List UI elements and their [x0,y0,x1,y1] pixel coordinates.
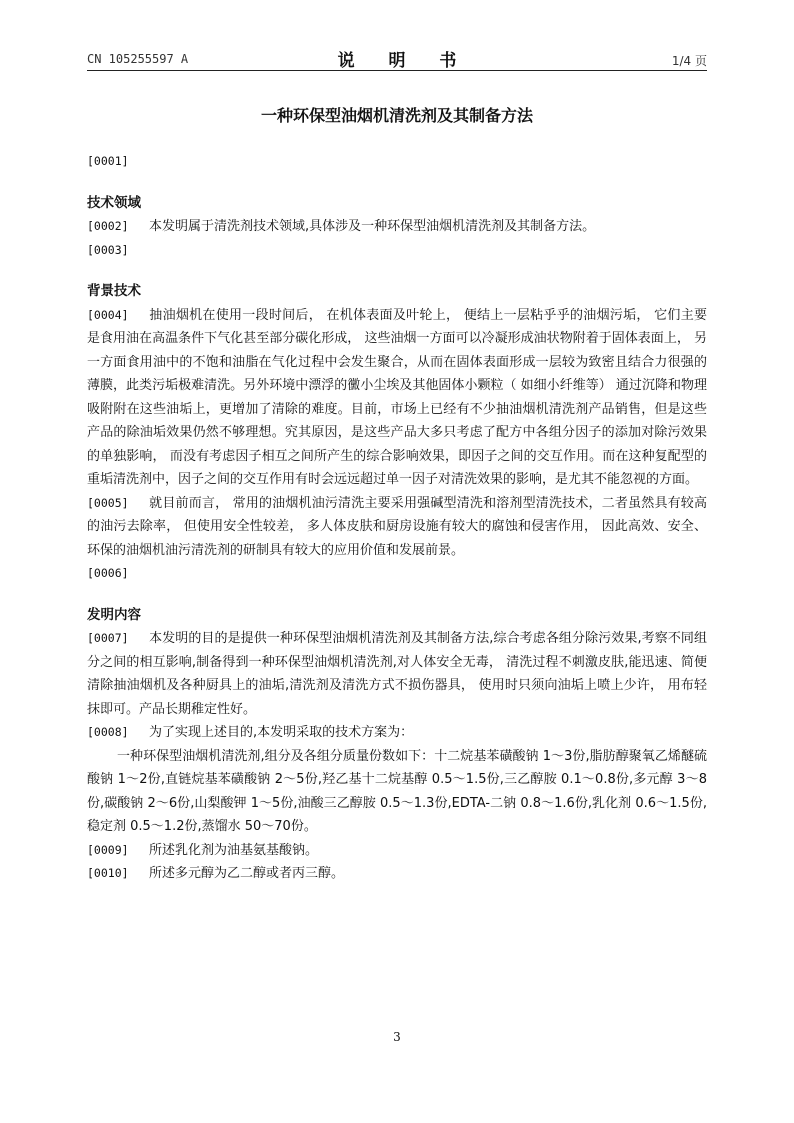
paragraph-0010 [87,862,707,886]
paragraph-0001 [87,150,707,174]
paragraph-0003 [87,239,707,263]
section-heading-invention-content: 发明内容 [87,606,141,623]
page-number: 3 [393,1030,401,1044]
paragraph-0005 [87,492,707,563]
page-indicator: 1/4 页 [671,54,707,68]
formula-paragraph: 一种环保型油烟机清洗剂,组分及各组分质量份数如下：十二烷基苯磺酸钠 1～3份,脂肪醇聚氧乙烯醚硫酸钠 1～2份,直链烷基苯磺酸钠 2～5份,羟乙基十二烷基醇 0.5～1.5份,三乙醇胺 0.1～0.8份,多元醇 3～8份,碳酸钠 2～6份,山梨酸钾 1～5份,油酸三乙醇胺 0.5～1.3份,EDTA-二钠 0.8～1.6份,乳化剂 0.6～1.5份,稳定剂 0.5～1.2份,蒸馏水 50～70份。 [87,748,707,834]
paragraph-text: 抽油烟机在使用一段时间后， 在机体表面及叶轮上， 便结上一层粘乎乎的油烟污垢， 它们主要是食用油在高温条件下气化甚至部分碳化形成， 这些油烟一方面可以冷凝形成油状物附着于固体表面上， 另一方面食用油中的不饱和油脂在气化过程中会发生聚合，从而在固体表面形成一层较为致密且结合力很强的薄膜，此类污垢极难清洗。另外环境中漂浮的黴小尘埃及其他固体小颗粒（ 如细小纤维等） 通过沉降和物理吸附附在这些油垢上，更增加了清除的难度。目前，市场上已经有不少抽油烟机清洗剂产品销售，但是这些产品的除油垢效果仍然不够理想。究其原因，是这些产品大多只考虑了配方中各组分因子的添加对除污效果的单独影响， 而没有考虑因子相互之间所产生的综合影响效果，即因子之间的交互作用。而在这种复配型的重垢清洗剂中，因子之间的交互作用有时会远远超过单一因子对清洗效果的影响，是尤其不能忽视的方面。 [87,307,707,487]
paragraph-0004 [87,304,707,492]
paragraph-number: [0010] [87,866,129,880]
section-heading-background: 背景技术 [87,283,141,299]
paragraph-number: [0002] [87,219,129,233]
paragraph-number: [0008] [87,725,129,739]
page-header [87,44,707,71]
paragraph-text: 本发明的目的是提供一种环保型油烟机清洗剂及其制备方法,综合考虑各组分除污效果,考察不同组分之间的相互影响,制备得到一种环保型油烟机清洗剂,对人体安全无毒， 清洗过程不刺激皮肤,能迅速、简便清除抽油烟机及各种厨具上的油垢,清洗剂及清洗方式不损伤器具， 使用时只须向油垢上喷上少许， 用布轻抹即可。产品长期稚定性好。 [87,631,707,717]
invention-title: 一种环保型油烟机清洗剂及其制备方法 [260,106,533,125]
paragraph-number: [0007] [87,631,129,645]
paragraph-number: [0003] [87,242,129,257]
paragraph-number: [0006] [87,566,129,580]
document-type-title: 说 明 书 [337,51,471,71]
section-heading-technical-field: 技术领域 [87,194,141,211]
paragraph-text: 本发明属于清洗剂技术领域,具体涉及一种环保型油烟机清洗剂及其制备方法。 [149,219,596,234]
paragraph-0008 [87,721,707,745]
paragraph-0006 [87,562,707,586]
paragraph-0009 [87,839,707,863]
paragraph-0007 [87,627,707,721]
document-body [87,150,707,886]
paragraph-number: [0001] [87,154,129,168]
paragraph-text: 就目前而言， 常用的油烟机油污清洗主要采用强碱型清洗和溶剂型清洗技术，二者虽然具有较高的油污去除率， 但使用安全性较差， 多人体皮肤和厨房设施有较大的腐蚀和侵害作用， 因此高效、安全、环保的油烟机油污清洗剂的研制具有较大的应用价值和发展前景。 [87,495,707,558]
paragraph-number: [0004] [87,307,129,322]
paragraph-0002 [87,215,707,239]
paragraph-number: [0009] [87,842,129,857]
paragraph-number: [0005] [87,495,129,510]
paragraph-text: 所述多元醇为乙二醇或者丙三醇。 [149,866,345,881]
paragraph-text: 为了实现上述目的,本发明采取的技术方案为： [149,725,414,740]
patent-number: CN 105255597 A [87,52,189,66]
paragraph-text: 所述乳化剂为油基氨基酸钠。 [149,842,319,858]
